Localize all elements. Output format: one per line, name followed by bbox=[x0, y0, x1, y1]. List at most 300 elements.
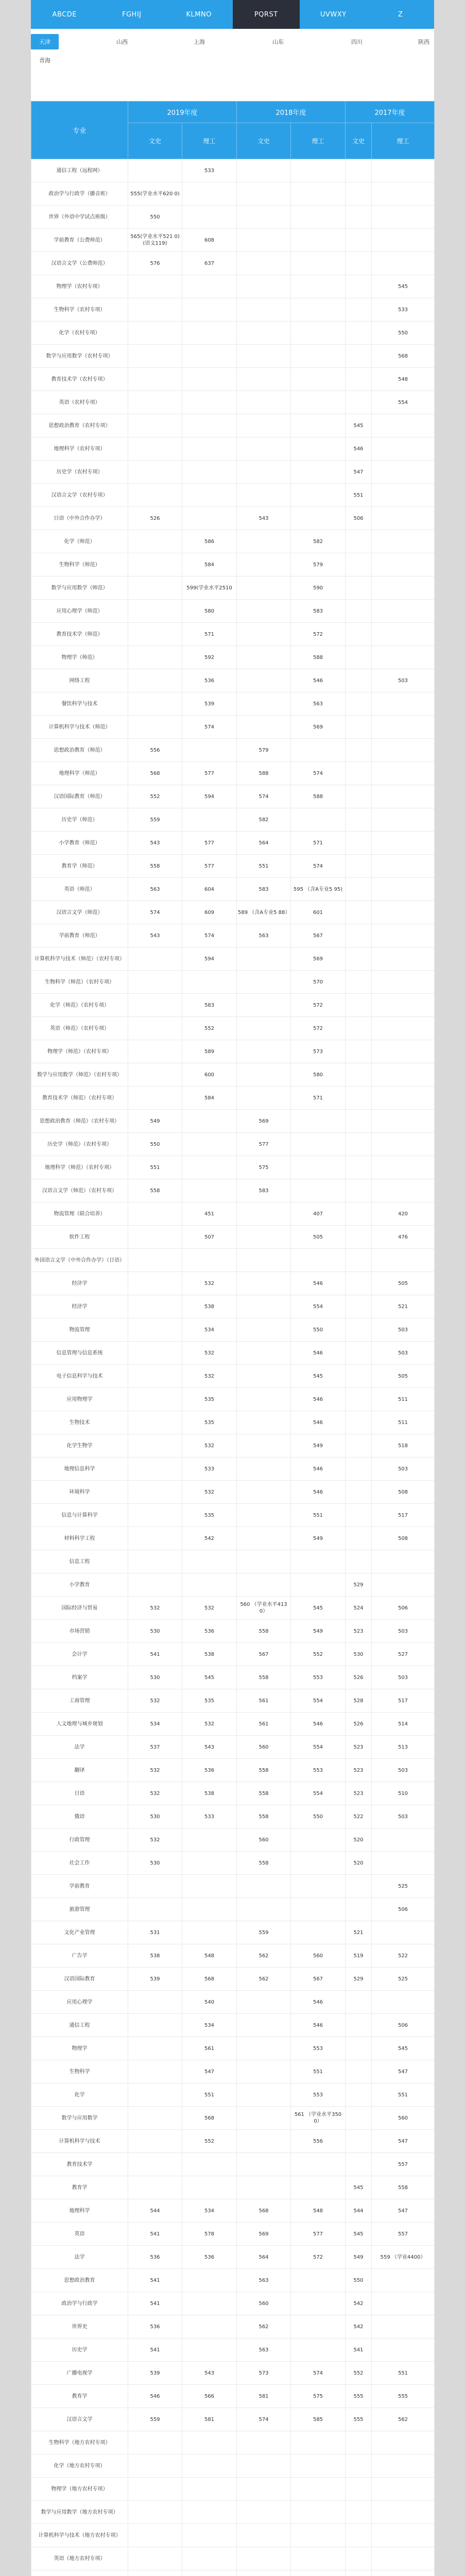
score-cell bbox=[128, 1365, 182, 1388]
score-cell: 586 bbox=[182, 530, 237, 553]
score-cell bbox=[237, 437, 291, 461]
score-cell bbox=[237, 159, 291, 182]
score-cell bbox=[128, 2501, 182, 2524]
score-cell bbox=[128, 947, 182, 971]
score-cell bbox=[128, 623, 182, 646]
major-name-cell: 化学 bbox=[31, 2083, 128, 2107]
major-name-cell: 档案学 bbox=[31, 1666, 128, 1689]
major-name-cell: 汉语国际教育（师范） bbox=[31, 785, 128, 808]
table-row bbox=[31, 1875, 435, 1898]
score-cell: 577 bbox=[182, 832, 237, 855]
score-cell bbox=[291, 2454, 346, 2478]
province-tab[interactable]: 上海 bbox=[194, 39, 205, 45]
table-row bbox=[31, 1573, 435, 1597]
score-cell bbox=[346, 600, 372, 623]
score-cell: 551 bbox=[237, 855, 291, 878]
major-name-cell: 计算机科学与技术（师范） bbox=[31, 716, 128, 739]
score-cell bbox=[128, 368, 182, 391]
major-name-cell: 信息工程 bbox=[31, 1550, 128, 1573]
score-cell: 534 bbox=[182, 1318, 237, 1342]
score-cell bbox=[182, 2501, 237, 2524]
year-header-2019: 2019年度 bbox=[128, 101, 237, 123]
score-cell: 541 bbox=[128, 2223, 182, 2246]
score-cell: 565(学业水平521 0)(语文119) bbox=[128, 229, 182, 252]
table-row bbox=[31, 252, 435, 275]
table-row bbox=[31, 1388, 435, 1411]
table-row bbox=[31, 739, 435, 762]
score-cell bbox=[346, 692, 372, 716]
score-cell bbox=[237, 1365, 291, 1388]
admission-score-table bbox=[31, 101, 435, 2576]
score-cell: 585 bbox=[291, 2408, 346, 2431]
score-cell: 529 bbox=[346, 1573, 372, 1597]
score-cell bbox=[372, 252, 435, 275]
score-cell: 530 bbox=[128, 1666, 182, 1689]
score-cell bbox=[346, 391, 372, 414]
score-cell bbox=[346, 1087, 372, 1110]
score-cell bbox=[237, 692, 291, 716]
score-cell: 546 bbox=[346, 437, 372, 461]
score-cell: 505 bbox=[291, 1226, 346, 1249]
table-row bbox=[31, 623, 435, 646]
score-cell: 579 bbox=[291, 553, 346, 577]
score-cell: 545 bbox=[291, 1597, 346, 1620]
score-cell bbox=[291, 1573, 346, 1597]
score-cell bbox=[182, 206, 237, 229]
score-cell bbox=[128, 2524, 182, 2547]
score-cell: 535 bbox=[182, 1388, 237, 1411]
score-cell: 531 bbox=[128, 1921, 182, 1944]
major-name-cell: 翻译 bbox=[31, 1759, 128, 1782]
table-row bbox=[31, 1921, 435, 1944]
score-cell: 609 bbox=[182, 901, 237, 924]
score-cell bbox=[372, 739, 435, 762]
score-cell bbox=[346, 1249, 372, 1272]
major-name-cell: 化学（师范）（农村专项） bbox=[31, 994, 128, 1017]
major-name-cell: 数学与应用数学（师范）（农村专项） bbox=[31, 1063, 128, 1087]
score-cell bbox=[128, 275, 182, 298]
table-row bbox=[31, 437, 435, 461]
score-cell bbox=[291, 159, 346, 182]
score-cell bbox=[128, 2547, 182, 2570]
score-cell: 559 bbox=[128, 2408, 182, 2431]
score-cell bbox=[346, 669, 372, 692]
score-cell bbox=[128, 669, 182, 692]
province-tab[interactable]: 青海 bbox=[39, 57, 50, 64]
score-cell bbox=[237, 623, 291, 646]
score-cell: 545 bbox=[346, 414, 372, 437]
score-cell bbox=[182, 1898, 237, 1921]
score-cell bbox=[346, 994, 372, 1017]
score-cell: 532 bbox=[182, 1272, 237, 1295]
score-cell bbox=[346, 2037, 372, 2060]
score-cell bbox=[291, 484, 346, 507]
score-cell: 533 bbox=[372, 298, 435, 321]
score-cell bbox=[128, 1434, 182, 1458]
major-name-cell: 经济学 bbox=[31, 1295, 128, 1318]
score-cell: 582 bbox=[291, 530, 346, 553]
score-cell bbox=[372, 2292, 435, 2315]
score-cell bbox=[346, 1110, 372, 1133]
score-cell bbox=[346, 2060, 372, 2083]
table-row bbox=[31, 391, 435, 414]
score-cell bbox=[291, 252, 346, 275]
score-cell bbox=[372, 1179, 435, 1202]
score-cell bbox=[182, 2570, 237, 2576]
score-cell bbox=[128, 1898, 182, 1921]
major-name-cell: 历史学（农村专项） bbox=[31, 461, 128, 484]
score-cell: 568 bbox=[182, 1968, 237, 1991]
score-cell bbox=[237, 1573, 291, 1597]
major-name-cell: 餐饮科学与技术 bbox=[31, 692, 128, 716]
score-cell: 569 bbox=[237, 2223, 291, 2246]
score-cell bbox=[291, 2431, 346, 2454]
table-row bbox=[31, 1179, 435, 1202]
score-cell: 503 bbox=[372, 1759, 435, 1782]
score-cell bbox=[182, 2547, 237, 2570]
score-cell bbox=[291, 321, 346, 345]
score-cell: 599(学业水平2510 bbox=[182, 577, 237, 600]
score-cell bbox=[346, 832, 372, 855]
alpha-tab-uvwxy[interactable]: UVWXY bbox=[320, 10, 347, 19]
score-cell: 511 bbox=[372, 1411, 435, 1434]
major-name-cell: 思想政治教育（师范） bbox=[31, 739, 128, 762]
table-row bbox=[31, 298, 435, 321]
table-row bbox=[31, 182, 435, 206]
score-cell: 530 bbox=[128, 1852, 182, 1875]
score-cell bbox=[237, 1898, 291, 1921]
score-cell bbox=[128, 600, 182, 623]
score-cell: 532 bbox=[182, 1481, 237, 1504]
score-cell: 588 bbox=[291, 646, 346, 669]
score-cell bbox=[372, 924, 435, 947]
score-cell bbox=[128, 716, 182, 739]
score-cell bbox=[372, 646, 435, 669]
score-cell bbox=[237, 2037, 291, 2060]
score-cell: 548 bbox=[182, 1944, 237, 1968]
table-row bbox=[31, 2385, 435, 2408]
score-cell: 539 bbox=[182, 692, 237, 716]
score-cell: 562 bbox=[372, 2408, 435, 2431]
score-cell bbox=[237, 206, 291, 229]
score-cell bbox=[346, 901, 372, 924]
major-name-cell: 日语 bbox=[31, 1782, 128, 1805]
score-cell: 544 bbox=[128, 2199, 182, 2223]
score-cell: 589 （含A专业5 88） bbox=[237, 901, 291, 924]
score-cell bbox=[182, 391, 237, 414]
score-cell: 520 bbox=[346, 1852, 372, 1875]
score-cell: 544 bbox=[346, 2199, 372, 2223]
major-name-cell: 教育技术学 bbox=[31, 2153, 128, 2176]
score-cell: 514 bbox=[372, 1713, 435, 1736]
score-cell bbox=[372, 2338, 435, 2362]
score-cell: 517 bbox=[372, 1689, 435, 1713]
score-cell: 527 bbox=[372, 1643, 435, 1666]
score-cell bbox=[291, 739, 346, 762]
score-cell: 594 bbox=[182, 785, 237, 808]
score-cell bbox=[291, 2547, 346, 2570]
score-cell: 560 bbox=[372, 2107, 435, 2130]
score-cell bbox=[291, 2153, 346, 2176]
score-cell: 547 bbox=[346, 461, 372, 484]
score-cell: 541 bbox=[128, 2292, 182, 2315]
score-cell bbox=[346, 321, 372, 345]
score-cell: 545 bbox=[372, 275, 435, 298]
score-cell bbox=[128, 1875, 182, 1898]
score-cell: 550 bbox=[291, 1318, 346, 1342]
score-cell: 561 bbox=[237, 1689, 291, 1713]
score-cell bbox=[182, 2292, 237, 2315]
score-cell bbox=[291, 1133, 346, 1156]
score-cell bbox=[237, 2060, 291, 2083]
province-tab[interactable]: 天津 bbox=[31, 34, 59, 49]
alpha-tab-klmno[interactable]: KLMNO bbox=[186, 10, 212, 19]
score-cell: 543 bbox=[128, 832, 182, 855]
score-cell bbox=[346, 1875, 372, 1898]
score-cell bbox=[128, 2431, 182, 2454]
score-cell bbox=[182, 808, 237, 832]
table-row bbox=[31, 1550, 435, 1573]
score-cell bbox=[372, 1991, 435, 2014]
major-header: 专业 bbox=[31, 101, 128, 159]
score-cell: 588 bbox=[237, 762, 291, 785]
alpha-tab-pqrst[interactable]: PQRST bbox=[233, 0, 300, 29]
score-cell bbox=[291, 2570, 346, 2576]
score-cell: 541 bbox=[128, 1643, 182, 1666]
score-cell bbox=[372, 623, 435, 646]
sub-header: 文史 bbox=[237, 123, 291, 159]
score-cell bbox=[372, 878, 435, 901]
major-name-cell: 生物科学（师范）（农村专项） bbox=[31, 971, 128, 994]
score-cell: 505 bbox=[372, 1272, 435, 1295]
score-cell bbox=[346, 1295, 372, 1318]
table-row bbox=[31, 1110, 435, 1133]
score-cell: 575 bbox=[291, 2385, 346, 2408]
score-cell: 580 bbox=[182, 600, 237, 623]
table-row bbox=[31, 1620, 435, 1643]
score-cell bbox=[128, 692, 182, 716]
major-name-cell: 汉语言文学（师范）（农村专项） bbox=[31, 1179, 128, 1202]
table-row bbox=[31, 1666, 435, 1689]
score-cell: 530 bbox=[128, 1805, 182, 1828]
score-cell: 533 bbox=[182, 1805, 237, 1828]
score-cell bbox=[237, 1411, 291, 1434]
score-cell: 546 bbox=[291, 1272, 346, 1295]
sub-header: 文史 bbox=[346, 123, 372, 159]
table-row bbox=[31, 2362, 435, 2385]
score-cell: 588 bbox=[291, 785, 346, 808]
score-cell bbox=[128, 1573, 182, 1597]
province-tab[interactable]: 四川 bbox=[351, 39, 363, 45]
score-cell bbox=[346, 808, 372, 832]
score-cell: 536 bbox=[128, 2246, 182, 2269]
major-name-cell: 法学 bbox=[31, 1736, 128, 1759]
score-cell bbox=[237, 1991, 291, 2014]
table-row bbox=[31, 762, 435, 785]
table-row bbox=[31, 1133, 435, 1156]
score-cell bbox=[291, 808, 346, 832]
table-row bbox=[31, 901, 435, 924]
score-cell bbox=[372, 1110, 435, 1133]
score-cell bbox=[182, 321, 237, 345]
major-name-cell: 生物科学（地方农村专项） bbox=[31, 2431, 128, 2454]
table-row bbox=[31, 2408, 435, 2431]
score-cell bbox=[128, 2060, 182, 2083]
score-cell bbox=[237, 1388, 291, 1411]
score-cell: 558 bbox=[237, 1620, 291, 1643]
major-name-cell: 政治学与行政学（播音班） bbox=[31, 182, 128, 206]
major-name-cell: 文化产业管理 bbox=[31, 1921, 128, 1944]
major-name-cell: 英语（师范） bbox=[31, 878, 128, 901]
score-cell bbox=[182, 1249, 237, 1272]
score-cell bbox=[372, 1921, 435, 1944]
score-cell bbox=[372, 2524, 435, 2547]
score-cell: 506 bbox=[346, 507, 372, 530]
score-cell bbox=[128, 414, 182, 437]
score-cell: 574 bbox=[128, 901, 182, 924]
score-cell: 554 bbox=[291, 1736, 346, 1759]
score-cell: 604 bbox=[182, 878, 237, 901]
major-name-cell: 英语（师范）（农村专项） bbox=[31, 1017, 128, 1040]
score-cell: 420 bbox=[372, 1202, 435, 1226]
score-cell bbox=[128, 2570, 182, 2576]
score-cell: 536 bbox=[182, 669, 237, 692]
province-tab[interactable]: 山西 bbox=[116, 39, 128, 45]
score-cell bbox=[237, 1318, 291, 1342]
score-cell bbox=[237, 252, 291, 275]
score-cell bbox=[372, 2547, 435, 2570]
score-cell: 547 bbox=[372, 2060, 435, 2083]
province-tab[interactable]: 陕西 bbox=[418, 39, 429, 45]
table-row bbox=[31, 461, 435, 484]
score-cell: 505 bbox=[372, 1365, 435, 1388]
score-cell: 563 bbox=[291, 692, 346, 716]
score-cell: 583 bbox=[237, 1179, 291, 1202]
score-cell: 548 bbox=[372, 368, 435, 391]
score-cell: 554 bbox=[291, 1782, 346, 1805]
score-cell bbox=[346, 739, 372, 762]
major-name-cell: 人文地理与城乡规划 bbox=[31, 1713, 128, 1736]
major-name-cell: 社会工作 bbox=[31, 1852, 128, 1875]
score-cell: 503 bbox=[372, 1805, 435, 1828]
score-cell bbox=[182, 275, 237, 298]
score-cell: 553 bbox=[291, 1759, 346, 1782]
alpha-tab-z[interactable]: Z bbox=[398, 10, 403, 19]
score-cell: 551 bbox=[128, 1156, 182, 1179]
score-cell: 594 bbox=[182, 947, 237, 971]
province-tab[interactable]: 山东 bbox=[272, 39, 284, 45]
score-cell: 574 bbox=[182, 924, 237, 947]
score-cell bbox=[346, 1202, 372, 1226]
score-cell: 583 bbox=[182, 994, 237, 1017]
score-cell bbox=[237, 391, 291, 414]
score-cell: 577 bbox=[182, 855, 237, 878]
score-cell bbox=[291, 2269, 346, 2292]
table-row bbox=[31, 2130, 435, 2153]
table-row bbox=[31, 1156, 435, 1179]
major-name-cell: 物理学（农村专项） bbox=[31, 275, 128, 298]
score-cell: 523 bbox=[346, 1736, 372, 1759]
score-cell bbox=[182, 2269, 237, 2292]
score-cell bbox=[237, 1527, 291, 1550]
score-cell bbox=[182, 2478, 237, 2501]
score-cell bbox=[237, 646, 291, 669]
score-cell: 571 bbox=[182, 623, 237, 646]
major-name-cell: 生物科学（师范） bbox=[31, 553, 128, 577]
score-cell: 592 bbox=[182, 646, 237, 669]
score-cell: 574 bbox=[291, 855, 346, 878]
score-cell bbox=[128, 1272, 182, 1295]
score-cell bbox=[291, 1550, 346, 1573]
score-cell bbox=[291, 2501, 346, 2524]
table-row bbox=[31, 1481, 435, 1504]
score-cell bbox=[237, 1458, 291, 1481]
score-cell bbox=[346, 2478, 372, 2501]
major-name-cell: 教育技术学（师范） bbox=[31, 623, 128, 646]
score-cell bbox=[182, 1852, 237, 1875]
table-row bbox=[31, 1318, 435, 1342]
table-row bbox=[31, 716, 435, 739]
score-cell: 536 bbox=[182, 2246, 237, 2269]
score-cell: 560 bbox=[291, 1944, 346, 1968]
score-cell bbox=[372, 2454, 435, 2478]
score-cell: 562 bbox=[237, 1968, 291, 1991]
score-cell: 564 bbox=[237, 832, 291, 855]
score-cell: 525 bbox=[372, 1875, 435, 1898]
score-cell bbox=[291, 2478, 346, 2501]
table-row bbox=[31, 2547, 435, 2570]
table-row bbox=[31, 1782, 435, 1805]
score-cell bbox=[346, 1040, 372, 1063]
table-row bbox=[31, 2570, 435, 2576]
score-cell: 546 bbox=[291, 1713, 346, 1736]
score-cell: 536 bbox=[182, 1759, 237, 1782]
score-cell bbox=[372, 692, 435, 716]
table-row bbox=[31, 275, 435, 298]
score-cell: 563 bbox=[237, 2269, 291, 2292]
score-cell bbox=[372, 507, 435, 530]
score-cell bbox=[237, 2501, 291, 2524]
score-cell: 589 bbox=[182, 1040, 237, 1063]
score-cell bbox=[346, 275, 372, 298]
table-row bbox=[31, 2176, 435, 2199]
score-cell: 572 bbox=[291, 623, 346, 646]
score-cell: 552 bbox=[346, 2362, 372, 2385]
score-cell bbox=[291, 2292, 346, 2315]
table-row bbox=[31, 2223, 435, 2246]
score-cell: 558 bbox=[237, 1666, 291, 1689]
score-cell bbox=[237, 1504, 291, 1527]
score-cell bbox=[291, 182, 346, 206]
major-name-cell: 行政管理 bbox=[31, 1828, 128, 1852]
score-cell bbox=[182, 461, 237, 484]
alpha-tab-fghij[interactable]: FGHIJ bbox=[122, 10, 142, 19]
alphabet-tab-bar bbox=[31, 0, 434, 29]
score-cell bbox=[237, 971, 291, 994]
major-name-cell: 电子信息科学与技术 bbox=[31, 1365, 128, 1388]
score-cell: 555 bbox=[346, 2408, 372, 2431]
score-cell: 578 bbox=[182, 2223, 237, 2246]
score-cell: 535 bbox=[182, 1411, 237, 1434]
major-name-cell: 材料科学工程 bbox=[31, 1527, 128, 1550]
score-cell bbox=[346, 716, 372, 739]
score-cell: 557 bbox=[372, 2223, 435, 2246]
score-cell: 506 bbox=[372, 1898, 435, 1921]
score-cell: 522 bbox=[372, 1944, 435, 1968]
score-cell: 581 bbox=[237, 2385, 291, 2408]
major-name-cell bbox=[31, 2570, 128, 2576]
alpha-tab-abcde[interactable]: ABCDE bbox=[52, 10, 77, 19]
